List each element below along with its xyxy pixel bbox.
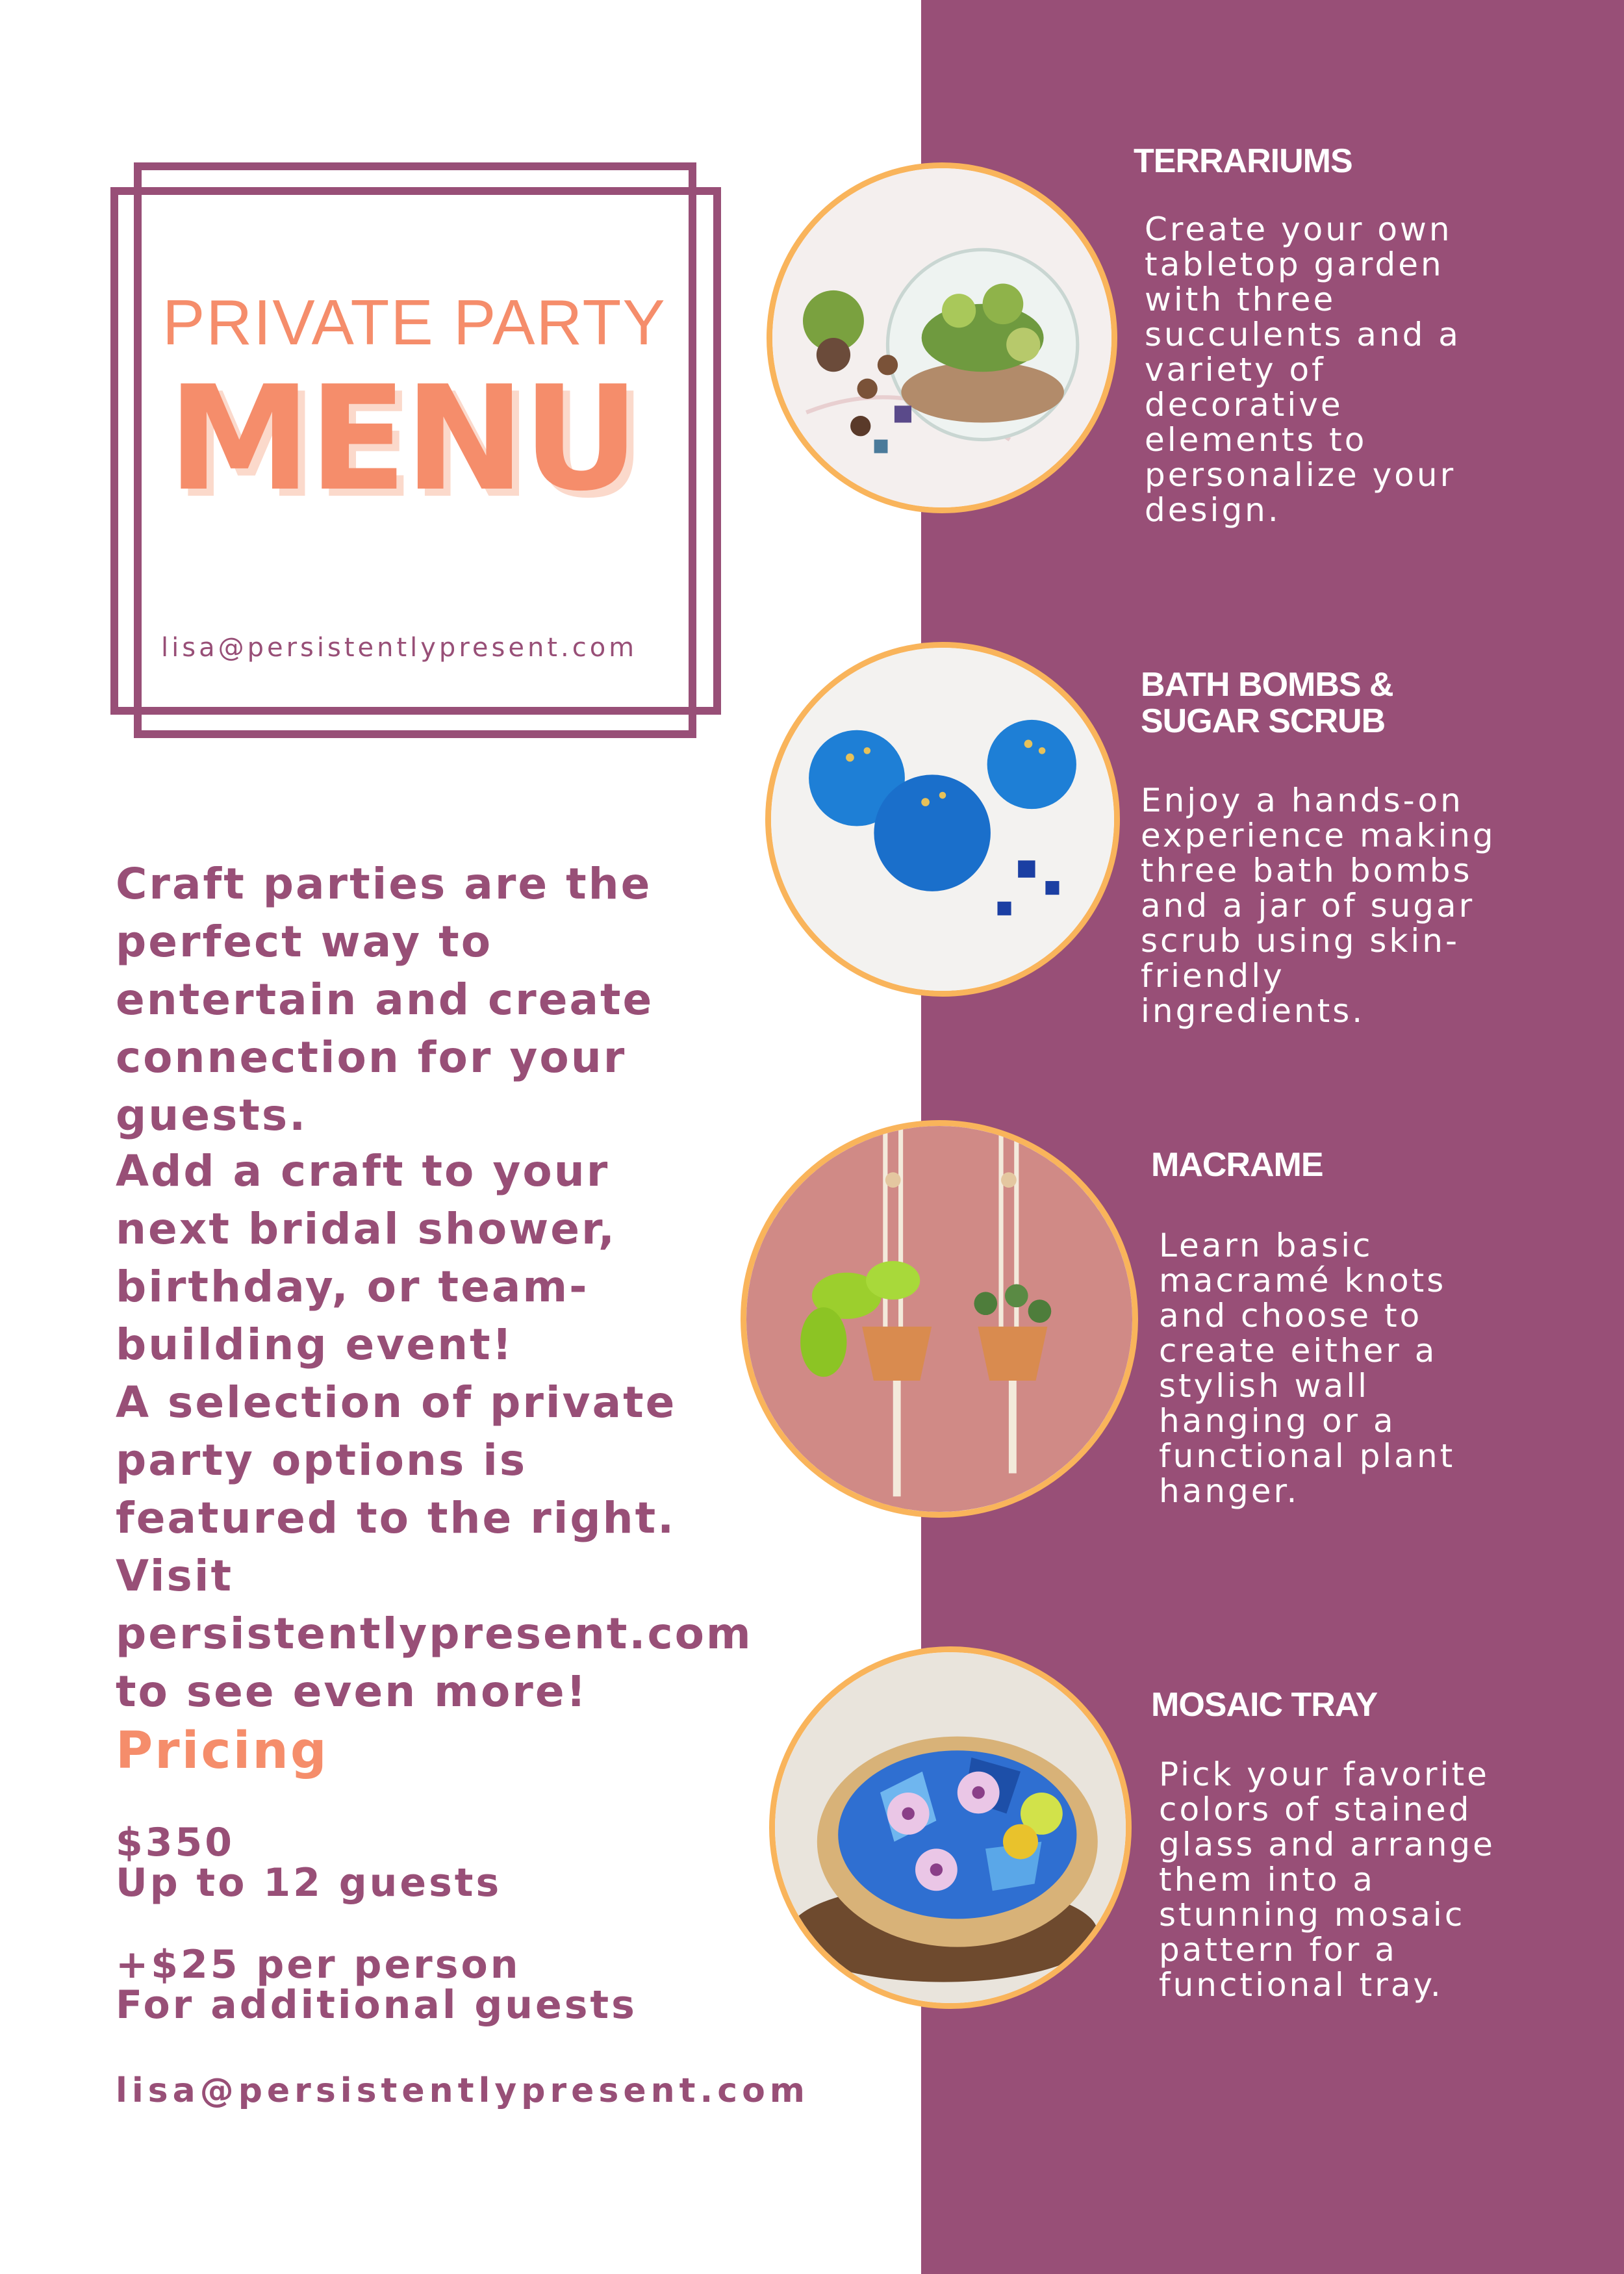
item-description-bath-bombs: Enjoy a hands-on experience making three bath bombs and a jar of sugar scrub using skin-friendly ingredients. [1141,782,1496,1030]
item-title-terrariums: TERRARIUMS [1134,142,1352,180]
header-email-link[interactable]: lisa@persistentlypresent.com [161,633,638,663]
intro-paragraph: Craft parties are the perfect way to entertain and create connection for your guests. [116,859,654,1140]
base-price: $350 [116,1820,235,1865]
extra-guest-price: +$25 per person [116,1942,521,1987]
item-description-macrame: Learn basic macramé knots and choose to create either a stylish wall hanging or a functional plant hanger. [1159,1227,1456,1510]
item-title-macrame: MACRAME [1151,1146,1323,1184]
intro-paragraph: A selection of private party options is featured to the right. Visit persistentlypresent.com to see even more! [116,1377,753,1717]
item-description-mosaic-tray: Pick your favorite colors of stained glass and arrange them into a stunning mosaic pattern for a functional tray. [1159,1756,1495,2004]
bath-bomb-photo [765,642,1120,997]
intro-paragraph: Add a craft to your next bridal shower, birthday, or team-building event! [116,1146,616,1370]
menu-title: MENU [168,355,637,523]
base-price-note: Up to 12 guests [116,1860,502,1906]
item-title-mosaic-tray: MOSAIC TRAY [1151,1686,1378,1724]
extra-guest-note: For additional guests [116,1982,637,2028]
macrame-photo [741,1120,1138,1518]
menu-subtitle: PRIVATE PARTY [162,287,666,358]
terrarium-photo [767,162,1117,513]
item-title-bath-bombs: BATH BOMBS & SUGAR SCRUB [1141,666,1393,740]
footer-email-link[interactable]: lisa@persistentlypresent.com [116,2071,809,2110]
mosaic-tray-photo [769,1646,1132,2009]
pricing-heading: Pricing [116,1722,329,1780]
item-description-terrariums: Create your own tabletop garden with three succulents and a variety of decorative elements to personalize your design. [1145,211,1461,529]
